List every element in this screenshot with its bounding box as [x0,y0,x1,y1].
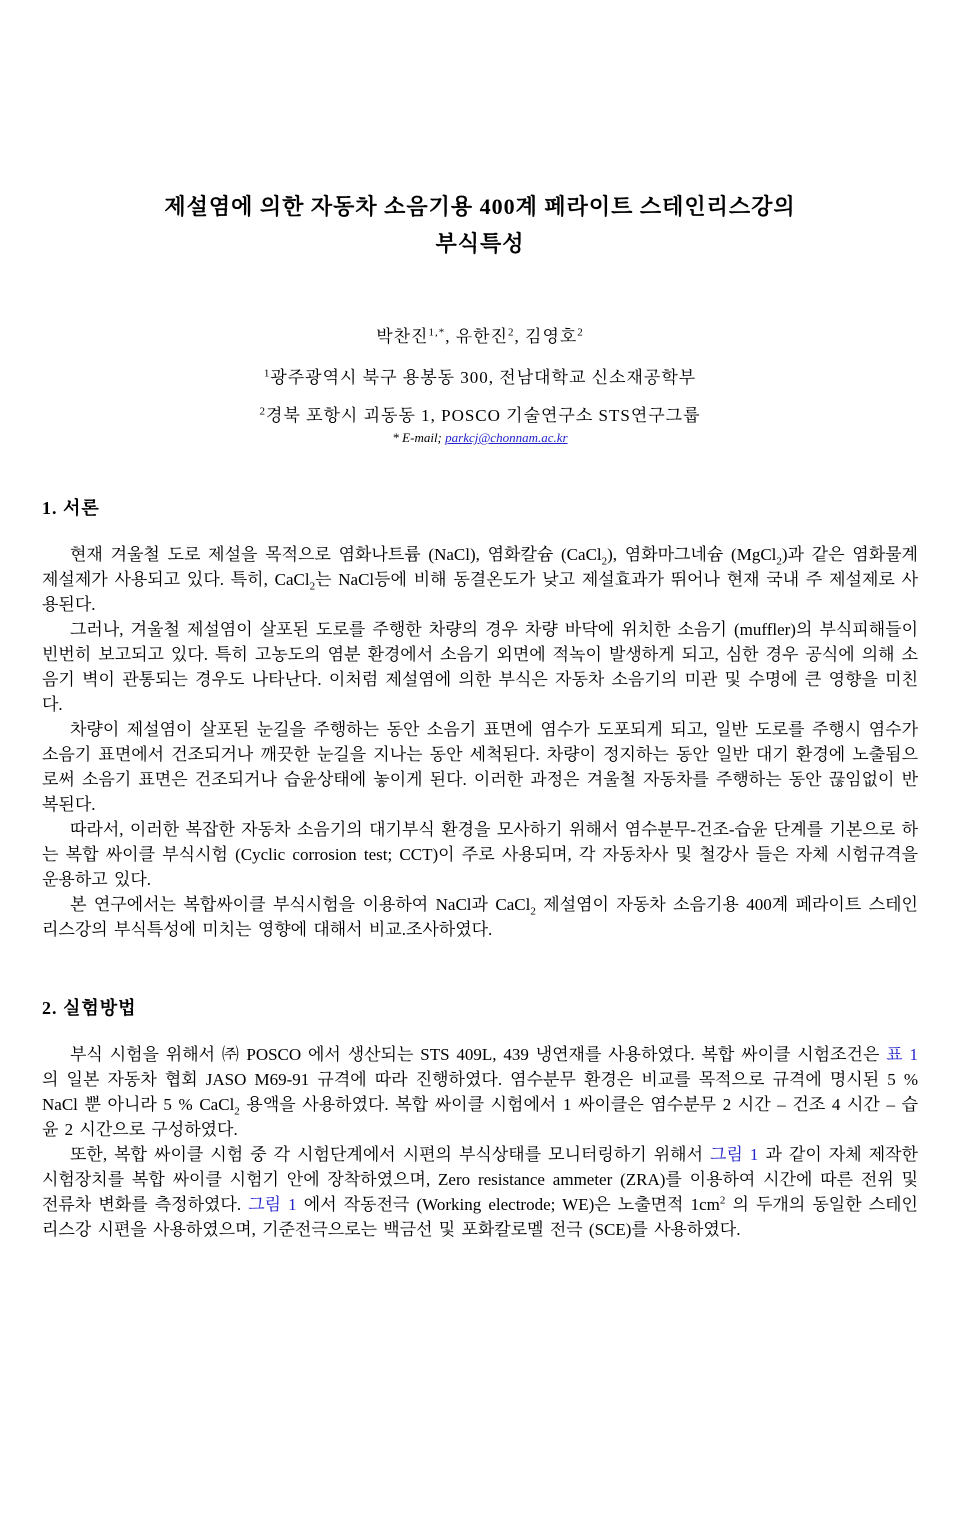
email-line [42,430,918,446]
paper-content [0,188,960,1242]
section-1-heading: 1. 서론 [42,498,100,518]
text-run: * E-mail; [392,430,446,445]
text-run: 2 [776,555,782,568]
section-2-body [42,1042,918,1242]
text-run: 1 [263,367,271,380]
text-run: , 유한진 [445,327,509,346]
paper-title-line2: 부식특성 [435,231,525,256]
paragraph [42,817,918,892]
text-run: 는 NaCl등에 비해 동결온도가 낮고 제설효과가 뛰어나 현재 국내 주 제설제로 사용된다. [42,570,918,614]
ref-link[interactable]: 표 1 [886,1045,918,1064]
paper-title-line1: 제설염에 의한 자동차 소음기용 400계 페라이트 스테인리스강의 [164,194,796,219]
text-run: 의 일본 자동차 협회 JASO M69-91 규격에 따라 진행하였다. 염수분무 환경은 비교를 목적으로 규격에 명시된 5 % NaCl 뿐 아니라 5 % CaCl [42,1070,918,1114]
text-run: 2 [577,326,584,339]
text-run: )과 같은 염화물계 제설제가 사용되고 있다. 특히, CaCl [42,545,918,589]
byline-block [42,322,918,446]
paragraph [42,892,918,942]
text-run: 2 [601,555,608,568]
text-run: 2 [259,405,266,418]
text-run: 1,* [428,326,446,339]
text-run: 제설염이 자동차 소음기용 400계 페라이트 스테인리스강의 부식특성에 미치는 영향에 대해서 비교.조사하였다. [42,895,918,939]
text-run: 2 [234,1105,240,1118]
paragraph [42,617,918,717]
text-run: 본 연구에서는 복합싸이클 부식시험을 이용하여 NaCl과 CaCl [70,895,531,914]
text-run: 용액을 사용하였다. 복합 싸이클 시험에서 1 싸이클은 염수분무 2 시간 – 건조 4 시간 – 습윤 2 시간으로 구성하였다. [42,1095,918,1139]
text-run: 그러나, 겨울철 제설염이 살포된 도로를 주행한 차량의 경우 차량 바닥에 위치한 소음기 (muffler)의 부식피해들이 빈번히 보고되고 있다. 특히 고농도의 염분 환경에서 소음기 외면에 적녹이 발생하게 되고, 심한 경우 공식에 의해 소음기 벽이 관통되는 경우도 나타난다. 이처럼 제설염에 의한 부식은 자동차 소음기의 미관 및 수명에 큰 영향을 미친다. [42,620,918,714]
paragraph [42,717,918,817]
paragraph [42,1142,918,1242]
text-run: , 김영호 [514,327,578,346]
text-run: 2 [719,1194,726,1207]
text-run: 의 두개의 동일한 스테인리스강 시편을 사용하였으며, 기준전극으로는 백금선 및 포화칼로멜 전극 (SCE)를 사용하였다. [42,1195,918,1239]
affiliation-2 [42,401,918,426]
text-run: 2 [309,580,316,593]
text-run: 2 [530,905,536,918]
paper-title [70,188,890,262]
ref-link[interactable]: 그림 1 [710,1145,759,1164]
text-run: 부식 시험을 위해서 ㈜ POSCO 에서 생산되는 STS 409L, 439 냉연재를 사용하였다. 복합 싸이클 시험조건은 [70,1045,887,1064]
text-run: 광주광역시 북구 용봉동 300, 전남대학교 신소재공학부 [270,368,697,387]
ref-link[interactable]: 그림 1 [248,1195,297,1214]
affiliation-1 [42,363,918,388]
text-run: 에서 작동전극 (Working electrode; WE)은 노출면적 1cm [296,1195,720,1214]
text-run: 과 같이 자체 제작한 시험장치를 복합 싸이클 시험기 안에 장착하였으며, Zero resistance ammeter (ZRA)를 이용하여 시간에 따른 전위 및 전류차 변화를 측정하였다. [42,1145,918,1214]
section-2-heading: 2. 실험방법 [42,998,137,1018]
authors-line [42,322,918,347]
text-run: 2 [508,326,515,339]
paragraph [42,542,918,617]
text-run: 또한, 복합 싸이클 시험 중 각 시험단계에서 시편의 부식상태를 모니터링하기 위해서 [70,1145,711,1164]
text-run: ), 염화마그네슘 (MgCl [607,545,777,564]
email-link[interactable]: parkcj@chonnam.ac.kr [445,430,568,445]
text-run: 따라서, 이러한 복잡한 자동차 소음기의 대기부식 환경을 모사하기 위해서 염수분무-건조-습윤 단계를 기본으로 하는 복합 싸이클 부식시험 (Cyclic corrosion test; CCT)이 주로 사용되며, 각 자동차사 및 철강사 들은 자체 시험규격을 운용하고 있다. [42,820,918,889]
section-1-body [42,542,918,942]
paragraph [42,1042,918,1142]
text-run: 현재 겨울철 도로 제설을 목적으로 염화나트륨 (NaCl), 염화칼슘 (CaCl [70,545,602,564]
text-run: 경북 포항시 괴동동 1, POSCO 기술연구소 STS연구그룹 [265,406,701,425]
text-run: 박찬진 [376,327,429,346]
text-run: 차량이 제설염이 살포된 눈길을 주행하는 동안 소음기 표면에 염수가 도포되게 되고, 일반 도로를 주행시 염수가 소음기 표면에서 건조되거나 깨끗한 눈길을 지나는 동안 세척된다. 차량이 정지하는 동안 일반 대기 환경에 노출됨으로써 소음기 표면은 건조되거나 습윤상태에 놓이게 된다. 이러한 과정은 겨울철 자동차를 주행하는 동안 끊임없이 반복된다. [42,720,918,814]
